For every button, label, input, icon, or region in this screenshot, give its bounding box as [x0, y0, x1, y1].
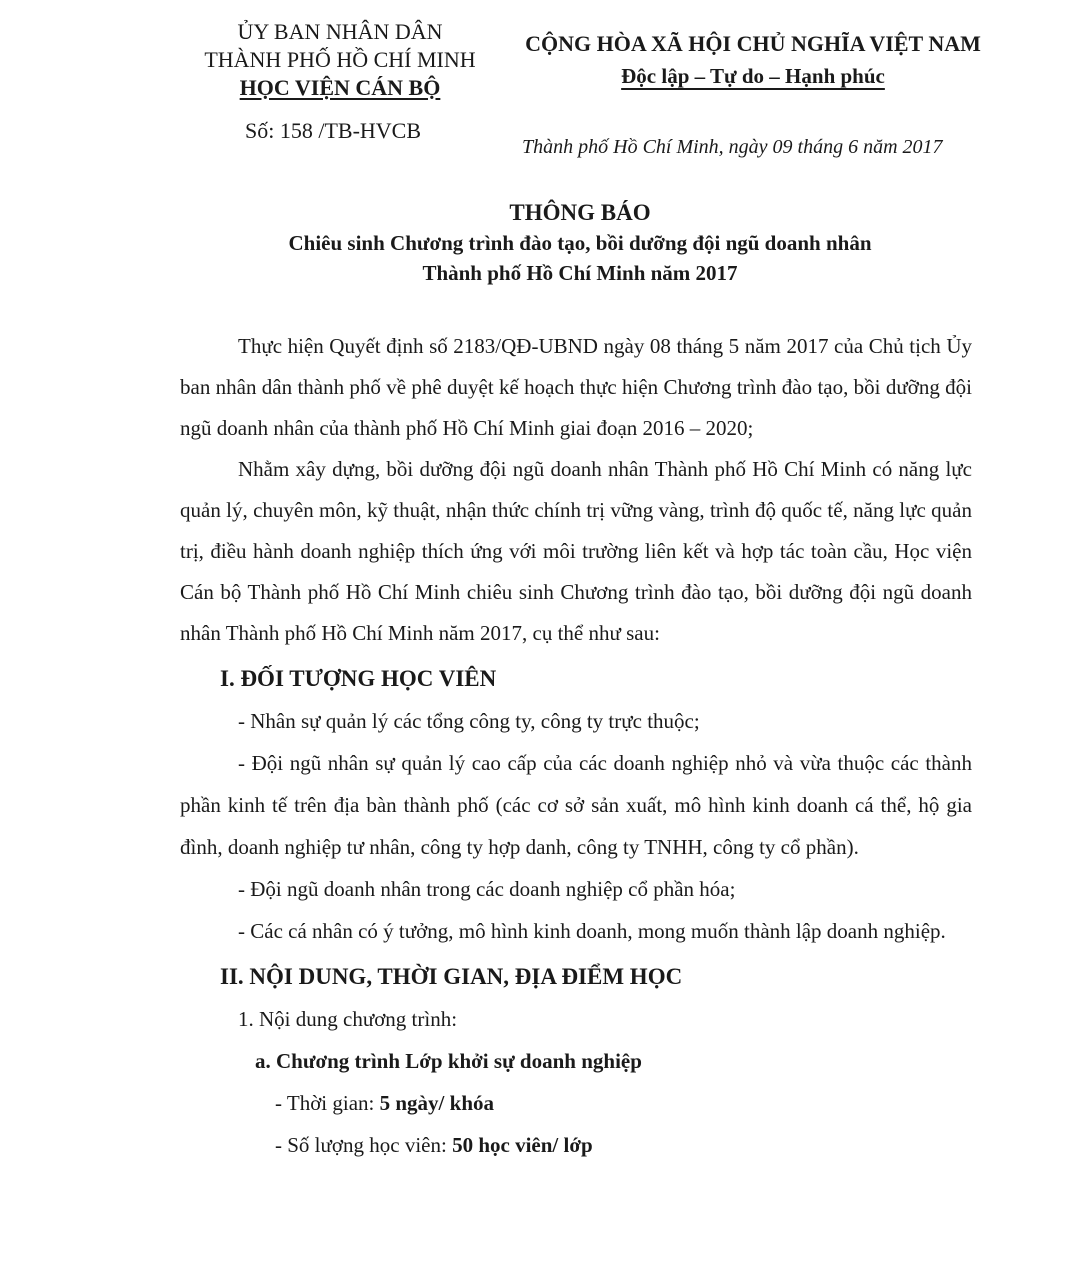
- document-number: Số: 158 /TB-HVCB: [245, 118, 422, 143]
- section-1-heading: I. ĐỐI TƯỢNG HỌC VIÊN: [220, 666, 497, 691]
- paragraph-1: Thực hiện Quyết định số 2183/QĐ-UBND ngày 08 tháng 5 năm 2017 của Chủ tịch Ủy ban nhân dân thành phố về phê duyệt kế hoạch thực hiện Chương trình đào tạo, bồi dưỡng đội ngũ doanh nhân của thành phố Hồ Chí Minh giai đoạn 2016 – 2020;: [180, 334, 972, 440]
- title-sub-2: Thành phố Hồ Chí Minh năm 2017: [422, 261, 738, 285]
- section-2-heading: II. NỘI DUNG, THỜI GIAN, ĐỊA ĐIỂM HỌC: [220, 964, 683, 989]
- list-item: - Các cá nhân có ý tưởng, mô hình kinh doanh, mong muốn thành lập doanh nghiệp.: [238, 919, 946, 943]
- document-date: Thành phố Hồ Chí Minh, ngày 09 tháng 6 năm 2017: [522, 136, 943, 158]
- duration-line: [180, 1082, 972, 1124]
- paragraph-2: Nhằm xây dựng, bồi dưỡng đội ngũ doanh nhân Thành phố Hồ Chí Minh có năng lực quản lý, chuyên môn, kỹ thuật, nhận thức chính trị vững vàng, trình độ quốc tế, năng lực quản trị, điều hành doanh nghiệp thích ứng với môi trường liên kết và hợp tác toàn cầu, Học viện Cán bộ Thành phố Hồ Chí Minh chiêu sinh Chương trình đào tạo, bồi dưỡng đội ngũ doanh nhân Thành phố Hồ Chí Minh năm 2017, cụ thể như sau:: [180, 457, 972, 645]
- subsection-1: 1. Nội dung chương trình:: [238, 1007, 458, 1031]
- program-a-title: a. Chương trình Lớp khởi sự doanh nghiệp: [255, 1049, 642, 1073]
- list-item: - Đội ngũ doanh nhân trong các doanh nghiệp cổ phần hóa;: [238, 877, 736, 901]
- org-line-2: THÀNH PHỐ HỒ CHÍ MINH: [204, 47, 476, 72]
- org-line-1: ỦY BAN NHÂN DÂN: [237, 19, 443, 44]
- org-line-3: HỌC VIỆN CÁN BỘ: [239, 75, 441, 100]
- students-line: [180, 1124, 972, 1166]
- students-label: - Số lượng học viên:: [275, 1133, 453, 1157]
- document-title: [220, 198, 940, 288]
- title-main: THÔNG BÁO: [509, 200, 651, 225]
- duration-label: - Thời gian:: [275, 1091, 380, 1115]
- issuing-organization: [190, 18, 490, 102]
- document-body: [180, 326, 972, 1166]
- duration-value: 5 ngày/ khóa: [379, 1091, 494, 1115]
- list-item: - Đội ngũ nhân sự quản lý cao cấp của các doanh nghiệp nhỏ và vừa thuộc các thành phần kinh tế trên địa bàn thành phố (các cơ sở sản xuất, mô hình kinh doanh cá thể, hộ gia đình, doanh nghiệp tư nhân, công ty hợp danh, công ty TNHH, công ty cổ phần).: [180, 751, 972, 859]
- list-item: - Nhân sự quản lý các tổng công ty, công ty trực thuộc;: [238, 709, 700, 733]
- national-motto: Độc lập – Tự do – Hạnh phúc: [621, 64, 885, 88]
- title-sub-1: Chiêu sinh Chương trình đào tạo, bồi dưỡng đội ngũ doanh nhân: [288, 231, 872, 255]
- country-name: CỘNG HÒA XÃ HỘI CHỦ NGHĨA VIỆT NAM: [525, 31, 981, 56]
- national-header: [508, 28, 998, 92]
- students-value: 50 học viên/ lớp: [452, 1133, 593, 1157]
